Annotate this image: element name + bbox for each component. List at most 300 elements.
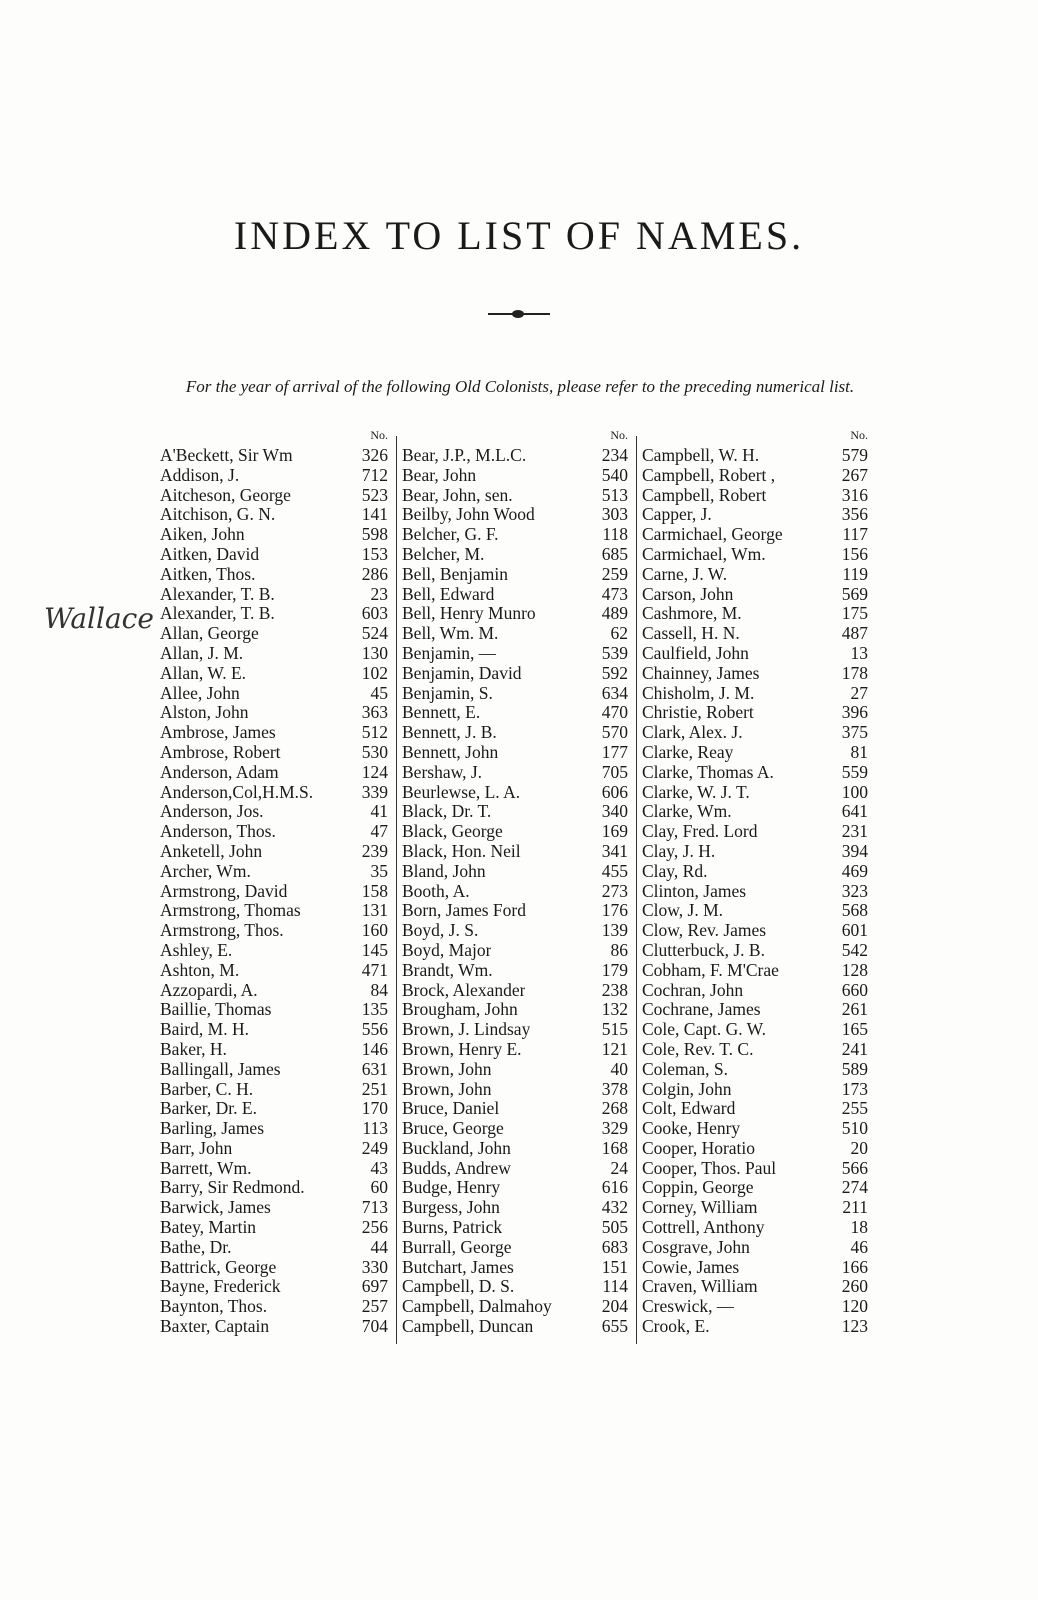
entry-name: Black, Hon. Neil <box>402 841 521 861</box>
ornamental-rule <box>488 313 550 315</box>
entry-number: 378 <box>601 1078 628 1099</box>
entry-number: 132 <box>601 999 628 1020</box>
entry-number: 102 <box>361 662 388 683</box>
entry-name: Bruce, George <box>402 1119 504 1139</box>
entry-name: Bell, Henry Munro <box>402 604 536 624</box>
entry-number: 396 <box>841 702 868 723</box>
index-entry <box>160 664 388 684</box>
index-entry <box>402 624 628 644</box>
entry-name: Baillie, Thomas <box>160 1000 272 1020</box>
entry-number: 515 <box>601 1019 628 1040</box>
index-entry <box>402 446 628 466</box>
entry-number: 473 <box>601 583 628 604</box>
entry-name: Alexander, T. B. <box>160 584 275 604</box>
index-entry <box>402 961 628 981</box>
index-entry <box>402 1297 628 1317</box>
index-entry <box>642 703 868 723</box>
index-entry <box>402 644 628 664</box>
index-entry <box>402 842 628 862</box>
entry-number: 683 <box>601 1236 628 1257</box>
index-entry <box>160 961 388 981</box>
entry-name: Brandt, Wm. <box>402 960 493 980</box>
index-entry <box>402 981 628 1001</box>
index-entry <box>160 822 388 842</box>
entry-number: 259 <box>601 563 628 584</box>
index-entry <box>402 743 628 763</box>
entry-name: Benjamin, David <box>402 663 522 683</box>
entry-number: 303 <box>601 504 628 525</box>
index-entry <box>642 644 868 664</box>
entry-name: Armstrong, David <box>160 881 288 901</box>
entry-name: Cochran, John <box>642 980 744 1000</box>
entry-name: Buckland, John <box>402 1138 511 1158</box>
index-entry <box>402 862 628 882</box>
entry-name: Caulfield, John <box>642 643 749 663</box>
entry-name: Born, James Ford <box>402 901 526 921</box>
entry-name: Budge, Henry <box>402 1178 501 1198</box>
column-header: No. <box>370 428 388 442</box>
index-entry <box>402 941 628 961</box>
index-entry <box>402 684 628 704</box>
index-entry <box>160 1139 388 1159</box>
intro-text: For the year of arrival of the following Old Colonists, please refer to the preceding numerical list. <box>185 377 855 396</box>
entry-number: 173 <box>841 1078 868 1099</box>
entry-number: 568 <box>841 900 868 921</box>
entry-name: Boyd, J. S. <box>402 921 479 941</box>
entry-number: 261 <box>841 999 868 1020</box>
entry-number: 274 <box>841 1177 868 1198</box>
entry-name: Campbell, Robert , <box>642 465 776 485</box>
index-entry <box>402 882 628 902</box>
index-entry <box>642 862 868 882</box>
index-entry <box>160 862 388 882</box>
entry-number: 471 <box>361 959 388 980</box>
index-entry <box>160 763 388 783</box>
entry-name: Brown, J. Lindsay <box>402 1020 531 1040</box>
entry-name: Corney, William <box>642 1198 758 1218</box>
index-entry <box>642 1317 868 1337</box>
entry-number: 146 <box>361 1038 388 1059</box>
entry-number: 251 <box>361 1078 388 1099</box>
index-entry <box>402 1218 628 1238</box>
entry-name: Allee, John <box>160 683 240 703</box>
entry-name: Brougham, John <box>402 1000 518 1020</box>
index-entry <box>160 703 388 723</box>
entry-number: 542 <box>841 939 868 960</box>
entry-number: 616 <box>601 1177 628 1198</box>
index-entry <box>160 802 388 822</box>
entry-number: 705 <box>601 761 628 782</box>
index-entry <box>160 545 388 565</box>
index-entry <box>642 1198 868 1218</box>
index-entry <box>642 1277 868 1297</box>
entry-number: 566 <box>841 1157 868 1178</box>
entry-number: 204 <box>601 1296 628 1317</box>
index-entry <box>402 1258 628 1278</box>
entry-number: 540 <box>601 464 628 485</box>
entry-name: Carne, J. W. <box>642 564 728 584</box>
entry-name: Anketell, John <box>160 841 263 861</box>
index-entry <box>642 1297 868 1317</box>
index-entry <box>160 1218 388 1238</box>
entry-number: 316 <box>841 484 868 505</box>
entry-name: Aitchison, G. N. <box>160 505 276 525</box>
entry-name: Aitken, Thos. <box>160 564 256 584</box>
index-entry <box>642 783 868 803</box>
entry-name: Burrall, George <box>402 1237 512 1257</box>
entry-name: Clarke, Wm. <box>642 802 732 822</box>
entry-number: 606 <box>601 781 628 802</box>
index-entry <box>402 921 628 941</box>
entry-name: Chisholm, J. M. <box>642 683 755 703</box>
entry-name: Barling, James <box>160 1119 265 1139</box>
entry-name: Cottrell, Anthony <box>642 1218 765 1238</box>
entry-number: 524 <box>361 623 388 644</box>
index-entry <box>402 1277 628 1297</box>
index-entry <box>160 1297 388 1317</box>
index-entry <box>642 1060 868 1080</box>
entry-name: Barwick, James <box>160 1198 271 1218</box>
entry-name: Belcher, G. F. <box>402 525 499 545</box>
entry-name: Colt, Edward <box>642 1099 736 1119</box>
entry-number: 145 <box>361 939 388 960</box>
index-entry <box>402 1020 628 1040</box>
index-entry <box>642 1258 868 1278</box>
entry-name: Bland, John <box>402 861 486 881</box>
entry-number: 257 <box>361 1296 388 1317</box>
index-entry <box>160 1277 388 1297</box>
index-entry <box>402 1139 628 1159</box>
index-entry <box>402 565 628 585</box>
entry-number: 20 <box>850 1137 868 1158</box>
entry-name: Addison, J. <box>160 465 240 485</box>
index-entry <box>402 525 628 545</box>
entry-name: Clark, Alex. J. <box>642 723 743 743</box>
index-entry <box>642 565 868 585</box>
entry-number: 713 <box>361 1197 388 1218</box>
entry-number: 86 <box>610 939 628 960</box>
index-entry <box>160 1080 388 1100</box>
entry-number: 40 <box>610 1058 628 1079</box>
entry-number: 160 <box>361 920 388 941</box>
index-entry <box>402 1238 628 1258</box>
index-column-3 <box>642 428 868 1337</box>
entry-name: Alston, John <box>160 703 249 723</box>
entry-number: 119 <box>842 563 868 584</box>
entry-number: 156 <box>841 543 868 564</box>
index-entry <box>402 822 628 842</box>
index-entry <box>160 1198 388 1218</box>
entry-name: Barr, John <box>160 1138 233 1158</box>
entry-name: Ashton, M. <box>160 960 240 980</box>
entry-name: Cochrane, James <box>642 1000 761 1020</box>
index-entry <box>402 505 628 525</box>
entry-number: 603 <box>361 603 388 624</box>
entry-number: 286 <box>361 563 388 584</box>
entry-number: 27 <box>850 682 868 703</box>
entry-name: Allan, J. M. <box>160 643 244 663</box>
entry-name: A'Beckett, Sir Wm <box>160 446 293 465</box>
entry-name: Burns, Patrick <box>402 1218 503 1238</box>
entry-number: 231 <box>841 821 868 842</box>
entry-number: 131 <box>361 900 388 921</box>
index-entry <box>160 723 388 743</box>
entry-number: 114 <box>602 1276 628 1297</box>
index-entry <box>160 1119 388 1139</box>
index-entry <box>642 486 868 506</box>
index-entry <box>402 763 628 783</box>
entry-name: Carmichael, Wm. <box>642 544 766 564</box>
entry-number: 43 <box>370 1157 388 1178</box>
index-entry <box>642 802 868 822</box>
entry-name: Campbell, Robert <box>642 485 767 505</box>
entry-number: 179 <box>601 959 628 980</box>
handwritten-margin-note: Wallace <box>44 602 154 635</box>
entry-number: 84 <box>370 979 388 1000</box>
entry-name: Benjamin, — <box>402 643 497 663</box>
entry-name: Beilby, John Wood <box>402 505 535 525</box>
entry-number: 589 <box>841 1058 868 1079</box>
entry-number: 268 <box>601 1098 628 1119</box>
index-entry <box>160 644 388 664</box>
entry-name: Cole, Capt. G. W. <box>642 1020 766 1040</box>
index-entry <box>160 446 388 466</box>
entry-number: 139 <box>601 920 628 941</box>
index-entry <box>160 684 388 704</box>
entry-number: 234 <box>601 445 628 465</box>
index-entry <box>642 723 868 743</box>
index-entry <box>160 1060 388 1080</box>
entry-number: 128 <box>841 959 868 980</box>
entry-number: 273 <box>601 880 628 901</box>
index-entry <box>160 1000 388 1020</box>
index-entry <box>160 743 388 763</box>
index-entry <box>402 466 628 486</box>
entry-number: 24 <box>610 1157 628 1178</box>
entry-number: 241 <box>841 1038 868 1059</box>
entry-name: Brown, Henry E. <box>402 1039 522 1059</box>
entry-number: 267 <box>841 464 868 485</box>
entry-number: 255 <box>841 1098 868 1119</box>
entry-name: Aitcheson, George <box>160 485 291 505</box>
rule-ornament-icon <box>512 310 524 318</box>
index-entry <box>642 743 868 763</box>
entry-name: Clay, Fred. Lord <box>642 822 758 842</box>
entry-name: Belcher, M. <box>402 544 485 564</box>
index-entry <box>642 585 868 605</box>
index-entry <box>402 1040 628 1060</box>
entry-number: 641 <box>841 801 868 822</box>
entry-name: Campbell, D. S. <box>402 1277 515 1297</box>
index-entry <box>642 1218 868 1238</box>
entry-name: Aiken, John <box>160 525 245 545</box>
entry-name: Baynton, Thos. <box>160 1297 268 1317</box>
entry-name: Capper, J. <box>642 505 712 525</box>
index-entry <box>402 802 628 822</box>
entry-name: Cooper, Horatio <box>642 1138 756 1158</box>
entry-number: 323 <box>841 880 868 901</box>
column-header: No. <box>610 428 628 442</box>
index-entry <box>642 921 868 941</box>
page-title: INDEX TO LIST OF NAMES. <box>233 213 805 258</box>
entry-number: 166 <box>841 1256 868 1277</box>
index-entry <box>402 664 628 684</box>
index-entry <box>642 1238 868 1258</box>
entry-name: Clutterbuck, J. B. <box>642 940 765 960</box>
entry-name: Clarke, Thomas A. <box>642 762 774 782</box>
entry-name: Anderson,Col,H.M.S. <box>160 782 314 802</box>
entry-name: Clay, Rd. <box>642 861 708 881</box>
index-entry <box>642 882 868 902</box>
entry-name: Armstrong, Thos. <box>160 921 284 941</box>
entry-number: 81 <box>850 741 868 762</box>
entry-number: 178 <box>841 662 868 683</box>
index-entry <box>642 604 868 624</box>
entry-name: Archer, Wm. <box>160 861 251 881</box>
entry-name: Benjamin, S. <box>402 683 493 703</box>
index-entry <box>402 783 628 803</box>
entry-number: 601 <box>841 920 868 941</box>
entry-number: 175 <box>841 603 868 624</box>
entry-number: 660 <box>841 979 868 1000</box>
index-entry <box>160 624 388 644</box>
entry-name: Bell, Wm. M. <box>402 624 499 644</box>
entry-name: Clay, J. H. <box>642 841 716 861</box>
entry-number: 18 <box>850 1217 868 1238</box>
entry-name: Barber, C. H. <box>160 1079 254 1099</box>
entry-number: 120 <box>841 1296 868 1317</box>
index-entry <box>642 545 868 565</box>
entry-number: 697 <box>361 1276 388 1297</box>
entry-number: 712 <box>361 464 388 485</box>
entry-number: 340 <box>601 801 628 822</box>
index-entry <box>402 486 628 506</box>
entry-name: Bayne, Frederick <box>160 1277 281 1297</box>
entry-number: 45 <box>370 682 388 703</box>
entry-number: 530 <box>361 741 388 762</box>
index-entry <box>402 1099 628 1119</box>
column-divider <box>636 436 637 1344</box>
entry-number: 655 <box>601 1316 628 1337</box>
entry-number: 539 <box>601 642 628 663</box>
entry-name: Anderson, Adam <box>160 762 279 782</box>
index-entry <box>160 585 388 605</box>
entry-number: 41 <box>370 801 388 822</box>
entry-number: 704 <box>361 1316 388 1337</box>
entry-number: 211 <box>842 1197 868 1218</box>
index-entry <box>160 486 388 506</box>
entry-name: Bennett, E. <box>402 703 481 723</box>
entry-number: 487 <box>841 623 868 644</box>
entry-number: 46 <box>850 1236 868 1257</box>
entry-number: 35 <box>370 860 388 881</box>
index-entry <box>642 624 868 644</box>
entry-name: Boyd, Major <box>402 940 492 960</box>
index-entry <box>160 1159 388 1179</box>
entry-name: Butchart, James <box>402 1257 514 1277</box>
index-entry <box>402 1000 628 1020</box>
entry-number: 592 <box>601 662 628 683</box>
entry-number: 113 <box>362 1118 388 1139</box>
index-entry <box>642 1178 868 1198</box>
index-entry <box>160 842 388 862</box>
entry-number: 100 <box>841 781 868 802</box>
entry-number: 168 <box>601 1137 628 1158</box>
index-entry <box>402 703 628 723</box>
index-entry <box>160 1258 388 1278</box>
entry-number: 512 <box>361 722 388 743</box>
entry-name: Brown, John <box>402 1059 492 1079</box>
index-entry <box>402 604 628 624</box>
index-entry <box>160 565 388 585</box>
entry-number: 23 <box>370 583 388 604</box>
index-entry <box>642 1159 868 1179</box>
entry-number: 169 <box>601 821 628 842</box>
entry-number: 153 <box>361 543 388 564</box>
entry-name: Cole, Rev. T. C. <box>642 1039 754 1059</box>
entry-number: 44 <box>370 1236 388 1257</box>
entry-number: 118 <box>602 524 628 545</box>
entry-name: Clow, Rev. James <box>642 921 767 941</box>
index-entry <box>642 525 868 545</box>
entry-name: Ashley, E. <box>160 940 233 960</box>
entry-number: 455 <box>601 860 628 881</box>
entry-number: 505 <box>601 1217 628 1238</box>
index-entry <box>642 1099 868 1119</box>
entry-name: Bell, Benjamin <box>402 564 508 584</box>
index-entry <box>402 585 628 605</box>
index-entry <box>642 446 868 466</box>
index-entry <box>160 604 388 624</box>
entry-name: Baird, M. H. <box>160 1020 249 1040</box>
entry-number: 158 <box>361 880 388 901</box>
entry-name: Brock, Alexander <box>402 980 526 1000</box>
index-entry <box>160 466 388 486</box>
entry-name: Allan, W. E. <box>160 663 247 683</box>
entry-name: Campbell, Duncan <box>402 1317 534 1337</box>
index-entry <box>642 505 868 525</box>
entry-number: 523 <box>361 484 388 505</box>
entry-name: Barry, Sir Redmond. <box>160 1178 305 1198</box>
index-entry <box>160 981 388 1001</box>
entry-number: 47 <box>370 821 388 842</box>
entry-name: Clow, J. M. <box>642 901 724 921</box>
entry-name: Chainney, James <box>642 663 760 683</box>
index-entry <box>160 783 388 803</box>
entry-number: 394 <box>841 840 868 861</box>
entry-number: 170 <box>361 1098 388 1119</box>
index-entry <box>642 1139 868 1159</box>
entry-number: 513 <box>601 484 628 505</box>
entry-number: 469 <box>841 860 868 881</box>
index-entry <box>642 1040 868 1060</box>
entry-name: Bell, Edward <box>402 584 495 604</box>
index-entry <box>160 901 388 921</box>
entry-number: 329 <box>601 1118 628 1139</box>
index-entry <box>160 525 388 545</box>
entry-name: Anderson, Jos. <box>160 802 264 822</box>
entry-name: Campbell, Dalmahoy <box>402 1297 552 1317</box>
entry-name: Burgess, John <box>402 1198 500 1218</box>
column-divider <box>396 436 397 1344</box>
index-entry <box>642 961 868 981</box>
entry-name: Clinton, James <box>642 881 747 901</box>
index-entry <box>642 981 868 1001</box>
entry-number: 570 <box>601 722 628 743</box>
index-entry <box>642 941 868 961</box>
entry-name: Colgin, John <box>642 1079 732 1099</box>
index-entry <box>642 1000 868 1020</box>
